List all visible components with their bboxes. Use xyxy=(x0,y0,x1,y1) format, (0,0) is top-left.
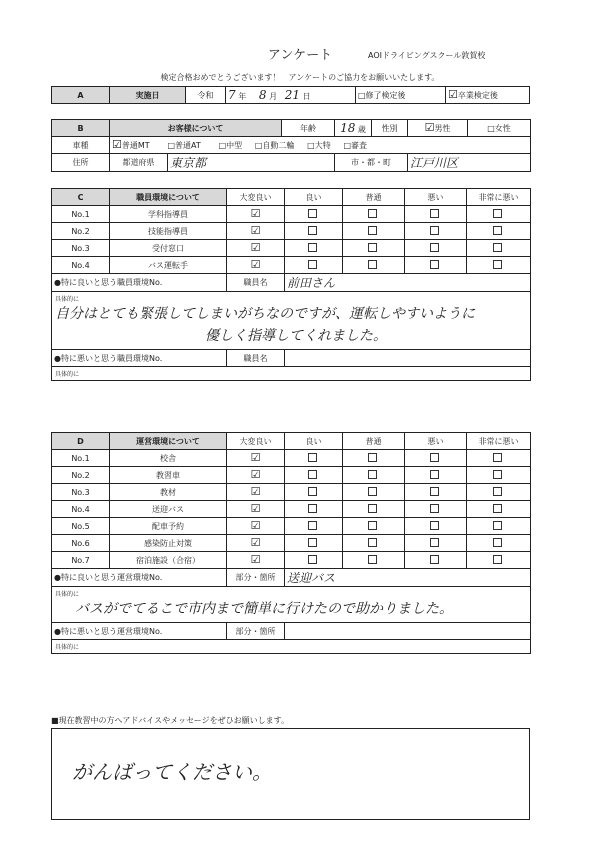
checkbox-empty-icon xyxy=(308,555,317,564)
checkbox-empty-icon xyxy=(368,504,377,513)
ops-env-label: 運営環境について xyxy=(110,433,227,450)
checkbox-empty-icon xyxy=(368,555,377,564)
age-unit: 歳 xyxy=(357,125,366,134)
checkbox-empty-icon xyxy=(493,504,502,513)
col-good: 良い xyxy=(285,433,343,450)
checkbox-empty-icon xyxy=(308,209,317,218)
good-ops-label: ●特に良いと思う運営環境No. xyxy=(52,569,227,587)
detail-label: 具体的に xyxy=(55,591,80,598)
part-label: 部分・箇所 xyxy=(227,623,285,640)
checkbox-empty-icon xyxy=(368,260,377,269)
checked-icon: ☑ xyxy=(424,120,435,134)
bad-staff-detail[interactable] xyxy=(52,367,531,381)
col-normal: 普通 xyxy=(343,189,405,206)
staff-name-label: 職員名 xyxy=(227,274,285,292)
vehicle-chugata: □中型 xyxy=(218,140,243,150)
checkbox[interactable] xyxy=(467,206,531,223)
vehicle-options[interactable] xyxy=(110,137,531,154)
row-no: No.3 xyxy=(52,240,110,257)
section-a-code: A xyxy=(52,87,110,104)
checkbox-empty-icon xyxy=(368,538,377,547)
col-normal: 普通 xyxy=(343,433,405,450)
checkbox-empty-icon xyxy=(368,226,377,235)
option-female[interactable]: □女性 xyxy=(468,120,531,137)
checkbox-empty-icon xyxy=(368,243,377,252)
checkbox[interactable] xyxy=(467,467,531,484)
checkbox-empty-icon xyxy=(493,226,502,235)
table-row xyxy=(52,467,531,484)
section-b-code: B xyxy=(52,120,110,137)
checkbox-empty-icon xyxy=(430,226,439,235)
checkbox-empty-icon xyxy=(430,209,439,218)
detail-label: 具体的に xyxy=(55,371,80,378)
city-value[interactable]: 江戸川区 xyxy=(408,154,531,172)
row-name: 校舎 xyxy=(110,450,227,467)
row-no: No.4 xyxy=(52,501,110,518)
checkbox-empty-icon xyxy=(368,209,377,218)
checkbox[interactable] xyxy=(467,535,531,552)
checkbox[interactable] xyxy=(467,450,531,467)
checkbox[interactable] xyxy=(405,535,467,552)
pref-label: 都道府県 xyxy=(110,154,168,172)
checkbox-empty-icon xyxy=(308,260,317,269)
option-sotsugyo-label: 卒業検定後 xyxy=(457,90,498,100)
checkbox[interactable] xyxy=(343,467,405,484)
bad-staff-label: ●特に悪いと思う職員環境No. xyxy=(52,350,227,367)
checkbox-empty-icon xyxy=(493,487,502,496)
checkbox[interactable] xyxy=(467,484,531,501)
checkbox-checked[interactable]: ☑ xyxy=(227,206,285,223)
checkbox-empty-icon xyxy=(308,226,317,235)
good-staff-detail-line1: 自分はとても緊張してしまいがちなのですが、運転しやすいように xyxy=(55,306,475,322)
row-name: 感染防止対策 xyxy=(110,535,227,552)
checkbox[interactable] xyxy=(467,552,531,569)
option-shuryo[interactable]: □修了検定後 xyxy=(356,87,446,104)
checkbox-checked[interactable]: ☑ xyxy=(227,484,285,501)
table-row xyxy=(52,535,531,552)
checkbox-checked[interactable]: ☑ xyxy=(227,223,285,240)
school-name: AOIドライビングスクール敦賀校 xyxy=(368,51,486,60)
row-name: 教習車 xyxy=(110,467,227,484)
row-name: 送迎バス xyxy=(110,501,227,518)
checkbox-empty-icon xyxy=(368,453,377,462)
bad-staff-name[interactable] xyxy=(285,350,531,367)
checkbox-empty-icon xyxy=(368,521,377,530)
vehicle-shinsa: □審査 xyxy=(343,140,367,150)
row-name: 学科指導員 xyxy=(110,206,227,223)
option-male[interactable] xyxy=(408,120,468,137)
detail-label: 具体的に xyxy=(55,644,80,651)
checkbox[interactable] xyxy=(467,257,531,274)
checkbox[interactable] xyxy=(285,257,343,274)
staff-env-label: 職員環境について xyxy=(110,189,227,206)
checkbox[interactable] xyxy=(285,240,343,257)
checkbox-empty-icon xyxy=(430,521,439,530)
month-unit: 月 xyxy=(269,92,278,101)
checkbox[interactable] xyxy=(343,450,405,467)
option-sotsugyo[interactable] xyxy=(446,87,530,104)
col-good: 良い xyxy=(285,189,343,206)
advice-text: がんばってください。 xyxy=(72,760,272,784)
table-row xyxy=(52,450,531,467)
col-very-bad: 非常に悪い xyxy=(467,189,531,206)
checkbox-checked[interactable]: ☑ xyxy=(227,518,285,535)
age-label: 年齢 xyxy=(282,120,335,137)
checkbox-checked[interactable]: ☑ xyxy=(227,535,285,552)
checkbox[interactable] xyxy=(285,467,343,484)
checkbox[interactable] xyxy=(405,206,467,223)
checkbox-empty-icon xyxy=(493,538,502,547)
checkbox[interactable] xyxy=(405,240,467,257)
checkbox-empty-icon xyxy=(430,243,439,252)
checkbox[interactable] xyxy=(343,501,405,518)
good-staff-detail-line2: 優しく指導してくれました。 xyxy=(205,328,387,344)
staff-name-label: 職員名 xyxy=(227,350,285,367)
checkbox[interactable] xyxy=(285,518,343,535)
checkbox-empty-icon xyxy=(493,470,502,479)
advice-label: ■現在教習中の方へアドバイスやメッセージをぜひお願いします。 xyxy=(51,716,289,725)
table-row xyxy=(52,552,531,569)
checkbox-empty-icon xyxy=(430,555,439,564)
year-value: 7 xyxy=(228,88,236,102)
checkbox-empty-icon xyxy=(493,555,502,564)
checkbox-empty-icon xyxy=(430,453,439,462)
row-no: No.6 xyxy=(52,535,110,552)
checkbox[interactable] xyxy=(343,518,405,535)
checked-icon: ☑ xyxy=(112,137,122,151)
checkbox[interactable] xyxy=(343,484,405,501)
checkbox-empty-icon xyxy=(493,209,502,218)
row-no: No.7 xyxy=(52,552,110,569)
bad-ops-detail[interactable] xyxy=(52,640,531,654)
section-b-table xyxy=(51,119,531,172)
vehicle-daitoku: □大特 xyxy=(307,140,331,150)
date-label: 実施日 xyxy=(110,87,186,104)
row-name: バス運転手 xyxy=(110,257,227,274)
address-label: 住所 xyxy=(52,154,110,172)
checkbox-empty-icon xyxy=(430,260,439,269)
checkbox-checked[interactable]: ☑ xyxy=(227,240,285,257)
checkbox[interactable] xyxy=(405,552,467,569)
checkbox[interactable] xyxy=(285,484,343,501)
table-row xyxy=(52,223,531,240)
good-staff-label: ●特に良いと思う職員環境No. xyxy=(52,274,227,292)
section-d-code: D xyxy=(52,433,110,450)
checkbox[interactable] xyxy=(405,467,467,484)
form-title: アンケート xyxy=(267,48,333,63)
checkbox-empty-icon xyxy=(308,521,317,530)
vehicle-label: 車種 xyxy=(52,137,110,154)
row-name: 教材 xyxy=(110,484,227,501)
vehicle-futsu-mt: 普通MT xyxy=(121,140,150,150)
row-no: No.1 xyxy=(52,206,110,223)
table-row xyxy=(52,518,531,535)
age-field[interactable] xyxy=(335,120,372,137)
day-value: 21 xyxy=(284,88,301,102)
checkbox[interactable] xyxy=(405,518,467,535)
pref-value[interactable]: 東京都 xyxy=(168,154,335,172)
checkbox-empty-icon xyxy=(308,504,317,513)
checkbox-checked[interactable]: ☑ xyxy=(227,552,285,569)
checkbox[interactable] xyxy=(467,501,531,518)
checkbox-empty-icon xyxy=(493,243,502,252)
checkbox-empty-icon xyxy=(493,453,502,462)
checkbox[interactable] xyxy=(467,240,531,257)
detail-label: 具体的に xyxy=(55,296,80,303)
month-value: 8 xyxy=(258,88,267,102)
row-no: No.1 xyxy=(52,450,110,467)
checkbox-empty-icon xyxy=(368,487,377,496)
row-name: 配車予約 xyxy=(110,518,227,535)
year-unit: 年 xyxy=(238,92,247,101)
table-row xyxy=(52,206,531,223)
era: 令和 xyxy=(186,87,226,104)
checkbox-empty-icon xyxy=(430,538,439,547)
good-ops-detail[interactable] xyxy=(52,587,531,623)
city-label: 市・都・町 xyxy=(335,154,408,172)
sex-label: 性別 xyxy=(372,120,408,137)
good-ops-part[interactable]: 送迎バス xyxy=(285,569,531,587)
section-c-code: C xyxy=(52,189,110,206)
bad-ops-label: ●特に悪いと思う運営環境No. xyxy=(52,623,227,640)
col-very-good: 大変良い xyxy=(227,433,285,450)
col-very-good: 大変良い xyxy=(227,189,285,206)
row-no: No.3 xyxy=(52,484,110,501)
row-name: 技能指導員 xyxy=(110,223,227,240)
checkbox[interactable] xyxy=(467,223,531,240)
table-row xyxy=(52,501,531,518)
checkbox[interactable] xyxy=(285,501,343,518)
good-staff-detail[interactable] xyxy=(52,292,531,350)
day-unit: 日 xyxy=(302,92,311,101)
checkbox[interactable] xyxy=(343,240,405,257)
row-no: No.4 xyxy=(52,257,110,274)
col-very-bad: 非常に悪い xyxy=(467,433,531,450)
row-no: No.5 xyxy=(52,518,110,535)
checkbox-empty-icon xyxy=(308,487,317,496)
checkbox-empty-icon xyxy=(430,487,439,496)
checkbox-checked[interactable]: ☑ xyxy=(227,257,285,274)
male-label: 男性 xyxy=(434,123,451,133)
checkbox[interactable] xyxy=(285,223,343,240)
row-no: No.2 xyxy=(52,223,110,240)
checkbox-empty-icon xyxy=(368,470,377,479)
section-d-table xyxy=(51,432,531,654)
checked-icon: ☑ xyxy=(448,87,458,101)
checkbox[interactable] xyxy=(405,501,467,518)
part-label: 部分・箇所 xyxy=(227,569,285,587)
good-ops-detail-text: バスがでてるこで市内まで簡単に行けたので助かりました。 xyxy=(75,601,453,617)
checkbox-empty-icon xyxy=(308,538,317,547)
row-name: 受付窓口 xyxy=(110,240,227,257)
checkbox[interactable] xyxy=(405,450,467,467)
checkbox[interactable] xyxy=(343,552,405,569)
checkbox[interactable] xyxy=(285,552,343,569)
date-value[interactable] xyxy=(226,87,356,104)
checkbox-empty-icon xyxy=(493,260,502,269)
checkbox[interactable] xyxy=(405,484,467,501)
customer-label: お客様について xyxy=(110,120,282,137)
vehicle-futsu-at: □普通AT xyxy=(167,140,201,150)
col-bad: 悪い xyxy=(405,433,467,450)
table-row xyxy=(52,257,531,274)
checkbox[interactable] xyxy=(343,535,405,552)
col-bad: 悪い xyxy=(405,189,467,206)
checkbox-checked[interactable]: ☑ xyxy=(227,450,285,467)
good-staff-name[interactable]: 前田さん xyxy=(285,274,531,292)
checkbox-empty-icon xyxy=(308,470,317,479)
thanks-message: 検定合格おめでとうございます！ アンケートのご協力をお願いいたします。 xyxy=(160,73,440,82)
checkbox[interactable] xyxy=(467,518,531,535)
checkbox[interactable] xyxy=(343,257,405,274)
checkbox-empty-icon xyxy=(493,521,502,530)
checkbox-checked[interactable]: ☑ xyxy=(227,501,285,518)
checkbox-empty-icon xyxy=(430,504,439,513)
checkbox-empty-icon xyxy=(308,243,317,252)
checkbox[interactable] xyxy=(343,223,405,240)
section-c-table xyxy=(51,188,531,381)
checkbox[interactable] xyxy=(405,257,467,274)
row-no: No.2 xyxy=(52,467,110,484)
section-a-table xyxy=(51,86,530,104)
age-value: 18 xyxy=(340,121,356,135)
checkbox[interactable] xyxy=(285,206,343,223)
checkbox[interactable] xyxy=(285,535,343,552)
checkbox-empty-icon xyxy=(308,453,317,462)
table-row xyxy=(52,240,531,257)
bad-ops-part[interactable] xyxy=(285,623,531,640)
table-row xyxy=(52,484,531,501)
checkbox[interactable] xyxy=(285,450,343,467)
checkbox-empty-icon xyxy=(430,470,439,479)
row-name: 宿泊施設（合宿） xyxy=(110,552,227,569)
checkbox[interactable] xyxy=(343,206,405,223)
checkbox-checked[interactable]: ☑ xyxy=(227,467,285,484)
checkbox[interactable] xyxy=(405,223,467,240)
vehicle-jidounirin: □自動二輪 xyxy=(254,140,295,150)
